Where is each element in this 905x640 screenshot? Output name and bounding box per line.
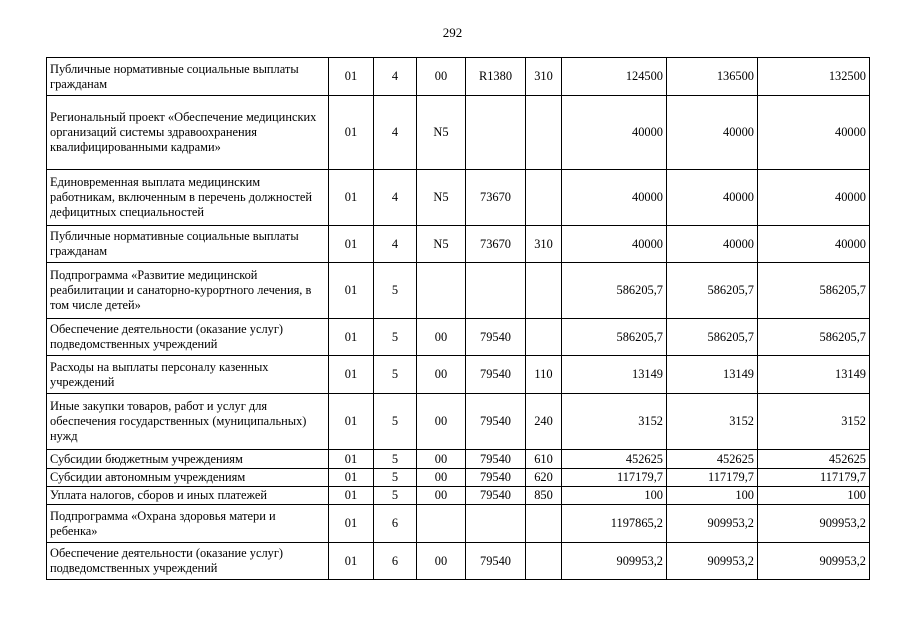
code-cell: 620	[526, 469, 562, 487]
amount-cell: 13149	[758, 356, 870, 394]
amount-cell: 100	[562, 487, 667, 505]
code-cell: 01	[329, 263, 374, 319]
code-cell: 01	[329, 469, 374, 487]
code-cell: 110	[526, 356, 562, 394]
code-cell	[526, 96, 562, 170]
amount-cell: 452625	[562, 450, 667, 469]
row-name-cell: Субсидии автономным учреждениям	[47, 469, 329, 487]
amount-cell: 586205,7	[758, 263, 870, 319]
amount-cell: 100	[667, 487, 758, 505]
amount-cell: 117179,7	[562, 469, 667, 487]
code-cell: 01	[329, 487, 374, 505]
code-cell: 4	[374, 226, 417, 263]
code-cell: 01	[329, 394, 374, 450]
amount-cell: 40000	[758, 170, 870, 226]
code-cell: 00	[417, 543, 466, 580]
amount-cell: 13149	[562, 356, 667, 394]
amount-cell: 909953,2	[758, 505, 870, 543]
row-name-cell: Иные закупки товаров, работ и услуг для обеспечения государственных (муниципальных) нужд	[47, 394, 329, 450]
table-body	[47, 58, 870, 580]
code-cell: 5	[374, 487, 417, 505]
code-cell	[466, 263, 526, 319]
amount-cell: 117179,7	[758, 469, 870, 487]
code-cell: 310	[526, 226, 562, 263]
amount-cell: 40000	[562, 226, 667, 263]
amount-cell: 3152	[667, 394, 758, 450]
table-row	[47, 450, 870, 469]
code-cell: 00	[417, 487, 466, 505]
code-cell: 5	[374, 263, 417, 319]
code-cell: 79540	[466, 450, 526, 469]
row-name-cell: Расходы на выплаты персоналу казенных учреждений	[47, 356, 329, 394]
code-cell: 79540	[466, 356, 526, 394]
table-row	[47, 505, 870, 543]
amount-cell: 40000	[562, 96, 667, 170]
amount-cell: 909953,2	[667, 543, 758, 580]
code-cell: 4	[374, 96, 417, 170]
code-cell: 6	[374, 543, 417, 580]
amount-cell: 40000	[758, 96, 870, 170]
row-name-cell: Подпрограмма «Охрана здоровья матери и ребенка»	[47, 505, 329, 543]
code-cell: 00	[417, 319, 466, 356]
amount-cell: 452625	[667, 450, 758, 469]
row-name-cell: Обеспечение деятельности (оказание услуг) подведомственных учреждений	[47, 543, 329, 580]
code-cell	[526, 319, 562, 356]
amount-cell: 40000	[667, 170, 758, 226]
code-cell: 01	[329, 505, 374, 543]
budget-table	[46, 57, 870, 580]
table-row	[47, 263, 870, 319]
table-row	[47, 226, 870, 263]
code-cell	[526, 543, 562, 580]
code-cell: 6	[374, 505, 417, 543]
code-cell: 5	[374, 356, 417, 394]
amount-cell: 40000	[667, 96, 758, 170]
code-cell: 79540	[466, 487, 526, 505]
code-cell: 79540	[466, 394, 526, 450]
code-cell: 00	[417, 58, 466, 96]
row-name-cell: Региональный проект «Обеспечение медицинских организаций системы здравоохранения квалифицированными кадрами»	[47, 96, 329, 170]
row-name-cell: Публичные нормативные социальные выплаты гражданам	[47, 226, 329, 263]
amount-cell: 586205,7	[667, 319, 758, 356]
table-row	[47, 58, 870, 96]
amount-cell: 40000	[758, 226, 870, 263]
code-cell: 5	[374, 394, 417, 450]
code-cell: N5	[417, 226, 466, 263]
row-name-cell: Уплата налогов, сборов и иных платежей	[47, 487, 329, 505]
code-cell: 240	[526, 394, 562, 450]
code-cell: 00	[417, 469, 466, 487]
code-cell	[466, 96, 526, 170]
amount-cell: 132500	[758, 58, 870, 96]
row-name-cell: Подпрограмма «Развитие медицинской реабилитации и санаторно-курортного лечения, в том числе детей»	[47, 263, 329, 319]
code-cell: 01	[329, 170, 374, 226]
code-cell: 79540	[466, 319, 526, 356]
amount-cell: 909953,2	[667, 505, 758, 543]
code-cell	[526, 263, 562, 319]
code-cell: 01	[329, 319, 374, 356]
table-row	[47, 394, 870, 450]
amount-cell: 586205,7	[562, 263, 667, 319]
code-cell	[466, 505, 526, 543]
code-cell: 01	[329, 543, 374, 580]
row-name-cell: Обеспечение деятельности (оказание услуг) подведомственных учреждений	[47, 319, 329, 356]
page-number: 292	[442, 25, 463, 40]
code-cell: 79540	[466, 543, 526, 580]
amount-cell: 586205,7	[667, 263, 758, 319]
amount-cell: 117179,7	[667, 469, 758, 487]
amount-cell: 1197865,2	[562, 505, 667, 543]
table-row	[47, 356, 870, 394]
code-cell: 4	[374, 58, 417, 96]
code-cell: 73670	[466, 226, 526, 263]
row-name-cell: Субсидии бюджетным учреждениям	[47, 450, 329, 469]
table-row	[47, 487, 870, 505]
code-cell: N5	[417, 96, 466, 170]
code-cell: 4	[374, 170, 417, 226]
code-cell: 01	[329, 58, 374, 96]
amount-cell: 13149	[667, 356, 758, 394]
table-row	[47, 96, 870, 170]
table-row	[47, 170, 870, 226]
code-cell: R1380	[466, 58, 526, 96]
amount-cell: 40000	[667, 226, 758, 263]
amount-cell: 136500	[667, 58, 758, 96]
code-cell: 01	[329, 450, 374, 469]
code-cell: 5	[374, 319, 417, 356]
code-cell: 01	[329, 356, 374, 394]
code-cell	[526, 170, 562, 226]
code-cell: 00	[417, 356, 466, 394]
code-cell: 5	[374, 469, 417, 487]
amount-cell: 100	[758, 487, 870, 505]
code-cell: 01	[329, 226, 374, 263]
code-cell: 00	[417, 450, 466, 469]
code-cell	[417, 505, 466, 543]
code-cell: 73670	[466, 170, 526, 226]
code-cell	[417, 263, 466, 319]
code-cell: 850	[526, 487, 562, 505]
code-cell: 610	[526, 450, 562, 469]
code-cell: 79540	[466, 469, 526, 487]
row-name-cell: Единовременная выплата медицинским работникам, включенным в перечень должностей дефицитных специальностей	[47, 170, 329, 226]
amount-cell: 3152	[758, 394, 870, 450]
amount-cell: 586205,7	[758, 319, 870, 356]
table-row	[47, 319, 870, 356]
code-cell: 01	[329, 96, 374, 170]
code-cell: 310	[526, 58, 562, 96]
amount-cell: 909953,2	[562, 543, 667, 580]
code-cell: 00	[417, 394, 466, 450]
table-row	[47, 469, 870, 487]
code-cell	[526, 505, 562, 543]
amount-cell: 3152	[562, 394, 667, 450]
amount-cell: 452625	[758, 450, 870, 469]
row-name-cell: Публичные нормативные социальные выплаты гражданам	[47, 58, 329, 96]
amount-cell: 586205,7	[562, 319, 667, 356]
code-cell: N5	[417, 170, 466, 226]
amount-cell: 909953,2	[758, 543, 870, 580]
amount-cell: 40000	[562, 170, 667, 226]
table-row	[47, 543, 870, 580]
code-cell: 5	[374, 450, 417, 469]
amount-cell: 124500	[562, 58, 667, 96]
